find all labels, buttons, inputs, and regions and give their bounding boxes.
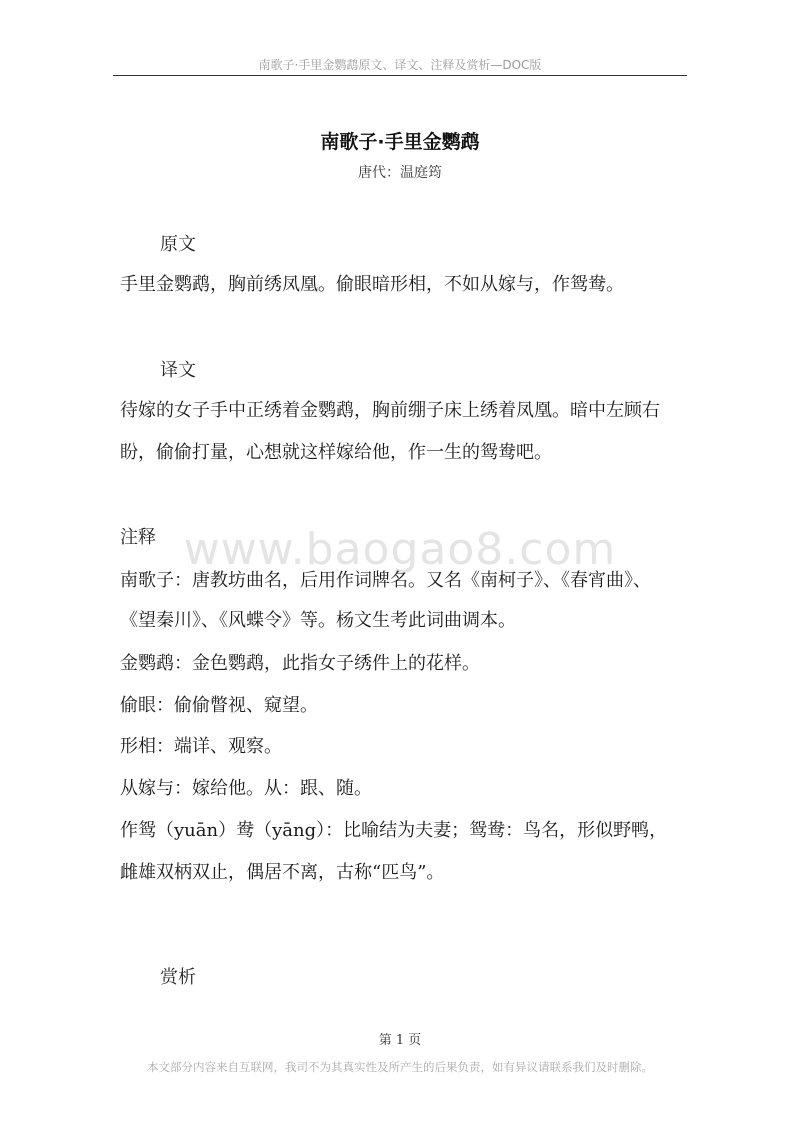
note-line: 形相：端详、观察。 — [120, 736, 282, 757]
note-line: 偷眼：偷偷瞥视、窥望。 — [120, 695, 318, 716]
section-heading-original: 原文 — [160, 234, 196, 255]
translation-line-1: 待嫁的女子手中正绣着金鹦鹉，胸前绷子床上绣着凤凰。暗中左顾右 — [120, 400, 660, 421]
note-line: 从嫁与：嫁给他。从：跟、随。 — [120, 778, 372, 799]
note-line: 作鸳（yuān）鸯（yāng）：比喻结为夫妻；鸳鸯：鸟名，形似野鸭， — [120, 820, 668, 841]
header-divider — [113, 75, 687, 76]
section-heading-translation: 译文 — [160, 360, 196, 381]
translation-line-2: 盼，偷偷打量，心想就这样嫁给他，作一生的鸳鸯吧。 — [120, 442, 552, 463]
note-line: 《望秦川》、《风蝶令》等。杨文生考此词曲调本。 — [120, 610, 516, 631]
section-heading-appreciation: 赏析 — [160, 967, 196, 988]
page-number: 第 1 页 — [378, 1033, 422, 1048]
section-heading-notes: 注释 — [120, 527, 156, 548]
footer-disclaimer: 本文部分内容来自互联网，我司不为其真实性及所产生的后果负责，如有异议请联系我们及时删除。 — [147, 1060, 653, 1074]
document-title: 南歌子·手里金鹦鹉 — [320, 131, 480, 153]
page-header: 南歌子·手里金鹦鹉原文、译文、注释及赏析—DOC版 — [258, 58, 542, 72]
note-line: 金鹦鹉：金色鹦鹉，此指女子绣件上的花样。 — [120, 653, 480, 674]
note-line: 雌雄双柄双止，偶居不离，古称“匹鸟”。 — [120, 862, 445, 883]
author-line: 唐代：温庭筠 — [358, 165, 442, 181]
note-line: 南歌子：唐教坊曲名，后用作词牌名。又名《南柯子》、《春宵曲》、 — [120, 570, 651, 591]
watermark: www.baogao8.com — [183, 524, 617, 575]
original-text: 手里金鹦鹉，胸前绣凤凰。偷眼暗形相，不如从嫁与，作鸳鸯。 — [120, 274, 624, 295]
